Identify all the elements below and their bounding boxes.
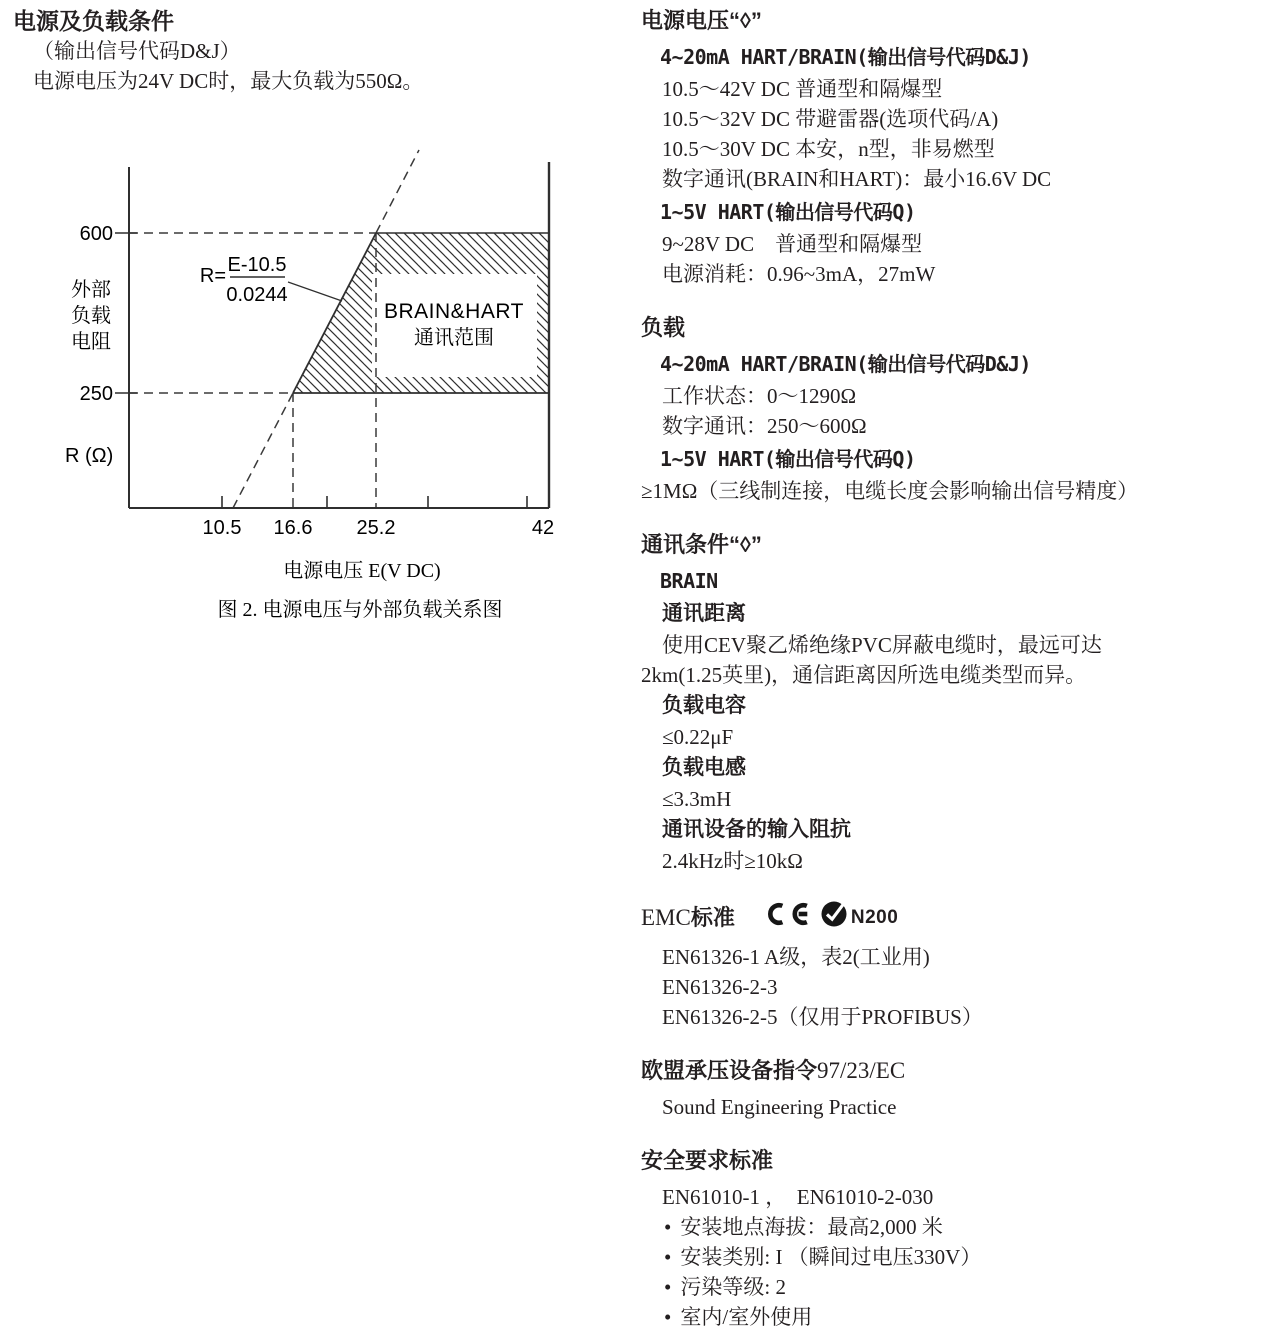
x-label-10-5: 10.5 xyxy=(202,517,242,539)
spec-line: EN61326-2-5（仅用于PROFIBUS） xyxy=(662,1005,983,1029)
bullet-line xyxy=(641,1212,1253,1242)
spec-line: EN61326-2-3 xyxy=(662,975,778,999)
bullet-marker: • xyxy=(664,1245,672,1269)
spec-line: 10.5～30V DC 本安，n型，非易燃型 xyxy=(662,137,995,161)
formula-lhs: R= xyxy=(199,265,226,287)
y-axis-title-3: 电阻 xyxy=(71,331,111,353)
spec-line: 使用CEV聚乙烯绝缘PVC屏蔽电缆时，最远可达 xyxy=(662,633,1102,657)
section-ped xyxy=(641,1056,1253,1122)
spec-line: ≥1MΩ（三线制连接，电缆长度会影响输出信号精度） xyxy=(641,479,1139,503)
bullet-line xyxy=(641,1302,1253,1332)
y-axis-title-2: 负载 xyxy=(71,305,111,327)
region-label-brain-hart: BRAIN&HART xyxy=(384,300,524,323)
spec-subhead: 4~20mA HART/BRAIN(输出信号代码D&J) xyxy=(660,45,1031,69)
section-load xyxy=(641,313,1253,506)
spec-subhead: 负载电感 xyxy=(662,756,746,779)
spec-line: 2km(1.25英里)，通信距离因所选电缆类型而异。 xyxy=(641,663,1087,687)
section-title-power-load: 电源及负载条件 xyxy=(13,8,174,34)
section-heading: 电源电压“◊” xyxy=(641,8,762,33)
max-load-note: 电源电压为24V DC时，最大负载为550Ω。 xyxy=(33,69,424,93)
figure-caption: 图 2. 电源电压与外部负载关系图 xyxy=(217,599,503,621)
section-comm-conditions xyxy=(641,530,1253,876)
n200-badge: N200 xyxy=(850,907,899,928)
section-safety xyxy=(641,1146,1253,1332)
ped-heading-cjk: 欧盟承压设备指令 xyxy=(641,1058,818,1083)
left-column xyxy=(13,6,603,96)
section-supply-voltage xyxy=(641,6,1253,289)
formula-leader-line xyxy=(288,282,342,301)
bullet-marker: • xyxy=(664,1305,672,1329)
spec-subhead: 负载电容 xyxy=(662,694,746,717)
bullet-line xyxy=(641,1272,1253,1302)
spec-line: 10.5～32V DC 带避雷器(选项代码/A) xyxy=(662,107,999,131)
spec-line: 工作状态：0～1290Ω xyxy=(662,384,857,408)
section-heading: 负载 xyxy=(641,315,686,340)
y-label-250: 250 xyxy=(79,383,113,405)
y-axis-unit: R (Ω) xyxy=(65,445,114,467)
bullet-text: 安装类别: I （瞬间过电压330V） xyxy=(680,1245,982,1269)
spec-subhead: 通讯设备的输入阻抗 xyxy=(662,818,851,841)
x-axis-title: 电源电压 E(V DC) xyxy=(283,560,441,582)
section-emc xyxy=(641,900,1253,1032)
bullet-marker: • xyxy=(664,1215,672,1239)
spec-line: 2.4kHz时≥10kΩ xyxy=(662,849,803,873)
spec-line: ≤3.3mH xyxy=(662,787,732,811)
right-column xyxy=(641,6,1253,1332)
bullet-marker: • xyxy=(664,1275,672,1299)
bullet-line xyxy=(641,1242,1253,1272)
y-label-600: 600 xyxy=(79,223,113,245)
output-signal-code-note: （输出信号代码D&J） xyxy=(33,39,241,63)
spec-line: ≤0.22μF xyxy=(662,725,734,749)
section-heading xyxy=(641,900,1253,936)
spec-subhead: 4~20mA HART/BRAIN(输出信号代码D&J) xyxy=(660,352,1031,376)
emc-heading-latin: EMC xyxy=(641,905,691,930)
ped-heading-latin: 97/23/EC xyxy=(817,1058,906,1083)
spec-line: 电源消耗：0.96~3mA，27mW xyxy=(662,262,936,286)
bullet-text: 安装地点海拔：最高2,000 米 xyxy=(680,1215,943,1239)
section-heading: 安全要求标准 xyxy=(641,1148,774,1173)
x-label-42: 42 xyxy=(531,517,555,539)
figure-2 xyxy=(40,130,570,640)
bullet-text: 室内/室外使用 xyxy=(680,1305,813,1329)
c-tick-icon xyxy=(820,900,848,936)
y-axis-title-1: 外部 xyxy=(71,279,111,301)
spec-subhead: 1~5V HART(输出信号代码Q) xyxy=(660,447,916,471)
spec-subhead: 通讯距离 xyxy=(662,602,746,625)
spec-line: 9~28V DC 普通型和隔爆型 xyxy=(662,232,923,256)
spec-subhead: BRAIN xyxy=(660,569,718,593)
bullet-text: 污染等级: 2 xyxy=(680,1275,786,1299)
spec-line: 10.5～42V DC 普通型和隔爆型 xyxy=(662,77,943,101)
spec-line: EN61326-1 A级，表2(工业用) xyxy=(662,945,930,969)
x-label-25-2: 25.2 xyxy=(356,517,396,539)
section-heading: 通讯条件“◊” xyxy=(641,532,762,557)
spec-line: EN61010-1 ， EN61010-2-030 xyxy=(662,1185,934,1209)
formula-denominator: 0.0244 xyxy=(226,284,288,306)
spec-line: 数字通讯：250～600Ω xyxy=(662,414,867,438)
region-label-comm-range: 通讯范围 xyxy=(414,327,494,349)
boundary-dashed-lower xyxy=(233,393,293,508)
region-inner-white xyxy=(372,274,537,377)
ce-mark-icon xyxy=(763,902,811,934)
spec-line: Sound Engineering Practice xyxy=(662,1095,897,1119)
load-vs-voltage-chart xyxy=(40,130,570,640)
formula-numerator: E-10.5 xyxy=(227,254,287,276)
emc-heading-cjk: 标准 xyxy=(690,905,735,930)
spec-line: 数字通讯(BRAIN和HART)：最小16.6V DC xyxy=(662,167,1052,191)
spec-subhead: 1~5V HART(输出信号代码Q) xyxy=(660,200,916,224)
boundary-dashed-upper xyxy=(376,150,419,233)
section-heading xyxy=(641,1056,1253,1086)
x-label-16-6: 16.6 xyxy=(273,517,313,539)
